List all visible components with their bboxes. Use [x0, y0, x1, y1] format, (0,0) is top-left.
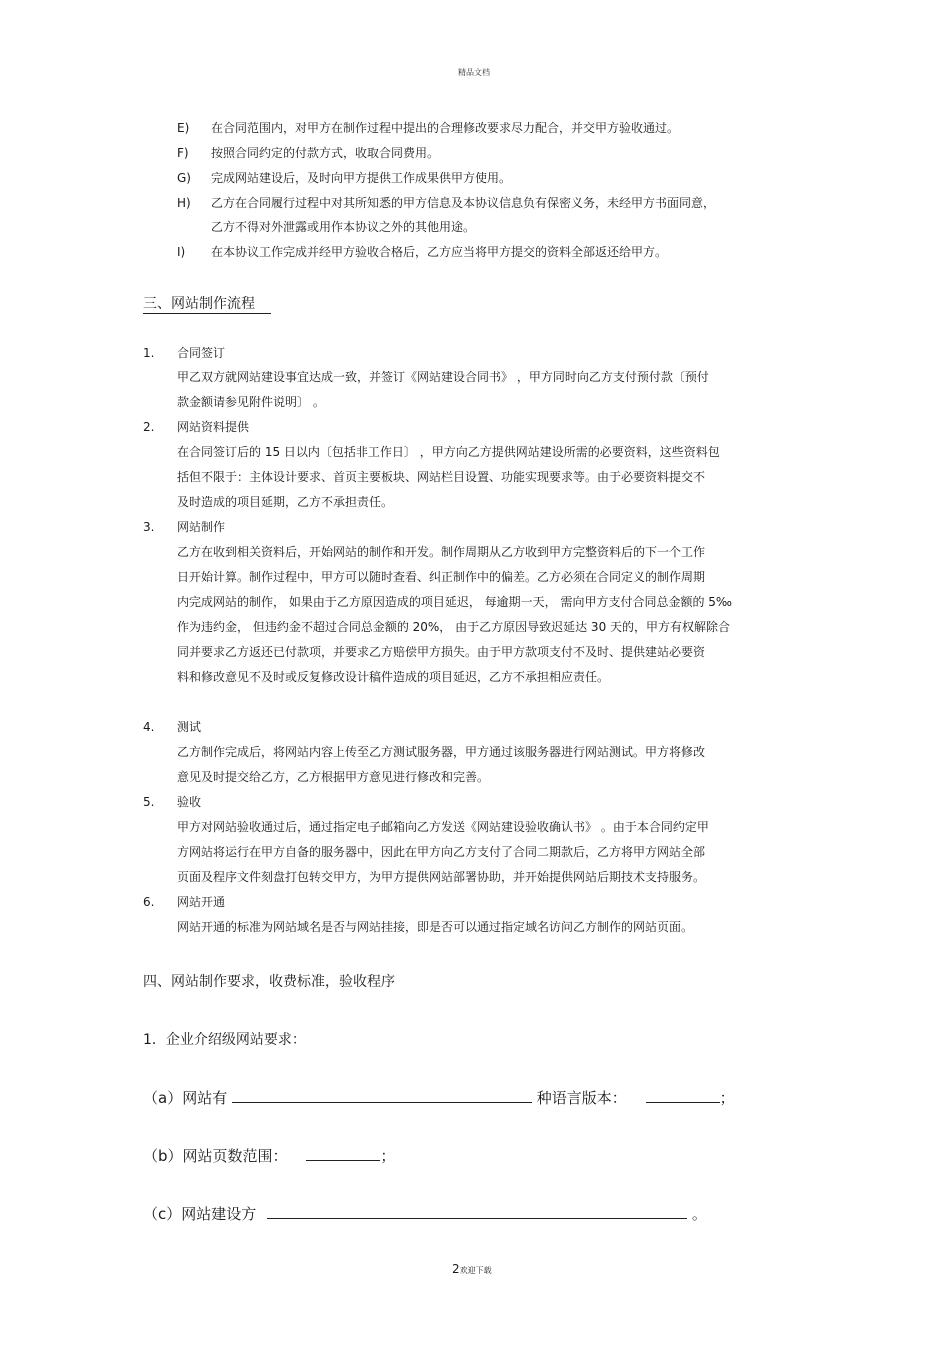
step-2-num: 2.: [143, 420, 155, 434]
section-4-subtitle: 1．企业介绍级网站要求：: [143, 1032, 306, 1048]
field-a-row: [143, 1089, 735, 1107]
duty-label-f: F): [177, 146, 189, 160]
field-a-mid: 种语言版本：: [536, 1089, 627, 1107]
step-3-line-1: 乙方在收到相关资料后，开始网站的制作和开发。制作周期从乙方收到甲方完整资料后的下一个工作: [177, 545, 706, 559]
step-5-line-2: 方网站将运行在甲方自备的服务器中，因此在甲方向乙方支付了合同二期款后，乙方将甲方网站全部: [177, 845, 706, 859]
duty-label-e: E): [177, 121, 190, 135]
field-c-builder-blank[interactable]: [267, 1205, 687, 1219]
duty-text-f: 按照合同约定的付款方式，收取合同费用。: [211, 146, 440, 160]
step-4-line-2: 意见及时提交给乙方，乙方根据甲方意见进行修改和完善。: [177, 770, 490, 784]
step-5-line-1: 甲方对网站验收通过后，通过指定电子邮箱向乙方发送《网站建设验收确认书》 。由于本合同约定甲: [177, 820, 709, 834]
section-3-title: [143, 296, 271, 313]
field-a-versions-blank[interactable]: [646, 1089, 720, 1103]
duty-label-g: G): [177, 171, 191, 185]
field-c-row: [143, 1205, 707, 1223]
field-a-prefix: （a）网站有: [143, 1089, 228, 1107]
step-3-line-6: 料和修改意见不及时或反复修改设计稿件造成的项目延迟，乙方不承担相应责任。: [177, 670, 610, 684]
page-header: 精品文档: [458, 68, 490, 77]
duty-text-i: 在本协议工作完成并经甲方验收合格后，乙方应当将甲方提交的资料全部返还给甲方。: [211, 245, 668, 259]
step-2-line-3: 及时造成的项目延期，乙方不承担责任。: [177, 495, 394, 509]
field-c-prefix: （c）网站建设方: [143, 1205, 257, 1223]
section-4-title: 四、网站制作要求，收费标准，验收程序: [143, 974, 395, 990]
step-2-line-1: 在合同签订后的 15 日以内〔包括非工作日〕 ，甲方向乙方提供网站建设所需的必要资料，这些资料包: [177, 445, 720, 459]
step-5-num: 5.: [143, 795, 155, 809]
step-1-line-2: 款金额请参见附件说明〕 。: [177, 395, 325, 409]
step-3-line-3: 内完成网站的制作， 如果由于乙方原因造成的项目延迟， 每逾期一天， 需向甲方支付合同总金额的 5‰: [177, 595, 732, 609]
page-footer: [452, 1262, 492, 1276]
field-b-row: [143, 1147, 395, 1165]
duty-text-h-2: 乙方不得对外泄露或用作本协议之外的其他用途。: [211, 220, 476, 234]
step-1-title: 合同签订: [177, 346, 226, 360]
duty-label-i: I): [177, 245, 186, 259]
step-6-num: 6.: [143, 895, 155, 909]
page-number: 2: [452, 1262, 460, 1276]
step-4-line-1: 乙方制作完成后，将网站内容上传至乙方测试服务器，甲方通过该服务器进行网站测试。甲方将修改: [177, 745, 706, 759]
step-1-line-1: 甲乙双方就网站建设事宜达成一致，并签订《网站建设合同书》 ，甲方同时向乙方支付预付款〔预付: [177, 370, 709, 384]
step-2-title: 网站资料提供: [177, 420, 250, 434]
step-3-title: 网站制作: [177, 520, 226, 534]
step-6-title: 网站开通: [177, 895, 226, 909]
step-2-line-2: 括但不限于：主体设计要求、首页主要板块、网站栏目设置、功能实现要求等。由于必要资料提交不: [177, 470, 706, 484]
field-b-prefix: （b）网站页数范围：: [143, 1147, 288, 1165]
step-5-line-3: 页面及程序文件刻盘打包转交甲方，为甲方提供网站部署协助，并开始提供网站后期技术支持服务。: [177, 870, 706, 884]
section-3-title-text: 三、网站制作流程: [143, 296, 271, 314]
step-3-num: 3.: [143, 520, 155, 534]
duty-text-h-1: 乙方在合同履行过程中对其所知悉的甲方信息及本协议信息负有保密义务，未经甲方书面同意，: [211, 196, 716, 210]
field-c-end: 。: [691, 1205, 707, 1223]
step-6-line-1: 网站开通的标准为网站域名是否与网站挂接，即是否可以通过指定域名访问乙方制作的网站页面。: [177, 920, 694, 934]
step-5-title: 验收: [177, 795, 202, 809]
duty-text-g: 完成网站建设后，及时向甲方提供工作成果供甲方使用。: [211, 171, 512, 185]
field-b-end: ；: [380, 1147, 396, 1165]
field-b-pages-blank[interactable]: [306, 1147, 380, 1161]
step-3-line-5: 同并要求乙方返还已付款项，并要求乙方赔偿甲方损失。由于甲方款项支付不及时、提供建站必要资: [177, 645, 706, 659]
duty-label-h: H): [177, 196, 191, 210]
footer-text: 欢迎下载: [459, 1266, 492, 1275]
step-4-title: 测试: [177, 720, 202, 734]
step-4-num: 4.: [143, 720, 155, 734]
step-3-line-4: 作为违约金， 但违约金不超过合同总金额的 20%， 由于乙方原因导致迟延达 30 天的，甲方有权解除合: [177, 620, 731, 634]
step-3-line-2: 日开始计算。制作过程中，甲方可以随时查看、纠正制作中的偏差。乙方必须在合同定义的制作周期: [177, 570, 706, 584]
field-a-end: ；: [719, 1089, 735, 1107]
step-1-num: 1.: [143, 346, 155, 360]
field-a-languages-blank[interactable]: [232, 1089, 532, 1103]
duty-text-e: 在合同范围内，对甲方在制作过程中提出的合理修改要求尽力配合，并交甲方验收通过。: [211, 121, 680, 135]
